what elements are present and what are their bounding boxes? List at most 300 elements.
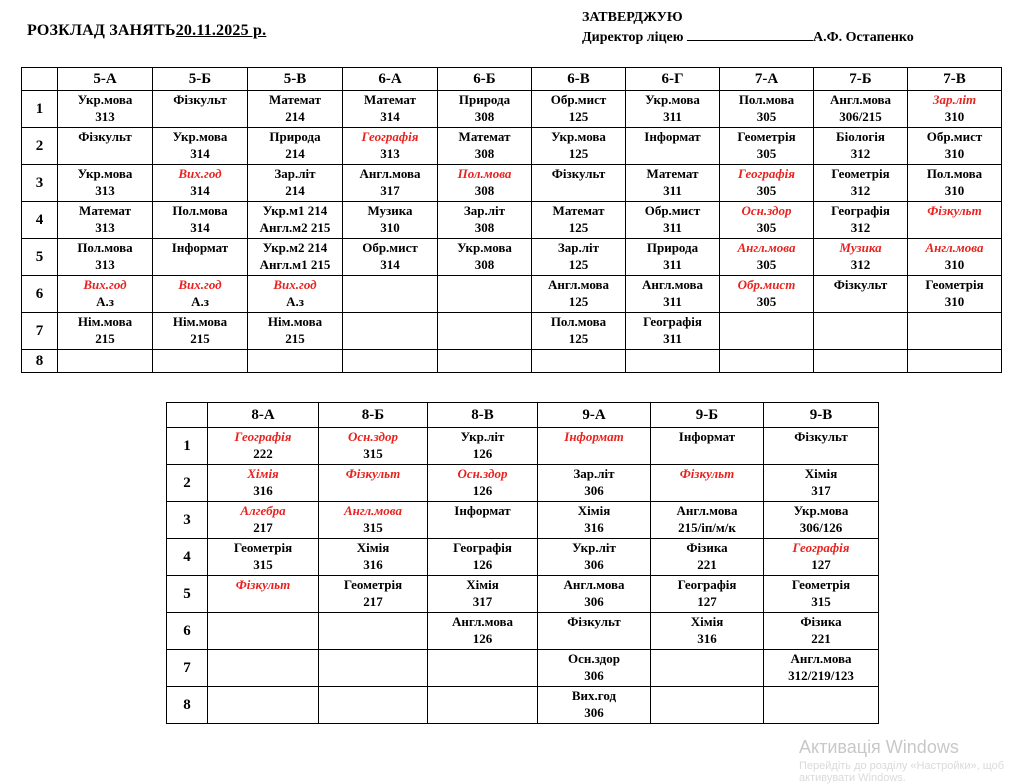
room-number: 305 — [756, 109, 777, 124]
subject-name: Математ — [646, 166, 699, 181]
lesson-cell — [764, 465, 879, 502]
subject-name: Алгебра — [240, 503, 286, 518]
subject-name: Хімія — [804, 466, 838, 481]
lesson-cell — [651, 465, 764, 502]
subject-name: Географія — [738, 166, 795, 181]
lesson-cell — [319, 576, 428, 613]
lesson-cell — [908, 202, 1002, 239]
lesson-cell — [248, 276, 343, 313]
lesson-cell — [208, 465, 319, 502]
subject-name: Осн.здор — [457, 466, 508, 481]
room-number: А.з — [286, 294, 304, 309]
room-number: 314 — [190, 183, 210, 198]
lesson-cell — [814, 239, 908, 276]
corner-cell — [22, 68, 58, 91]
subject-name: Пол.мова — [172, 203, 228, 218]
subject-name: Фізкульт — [833, 277, 888, 292]
room-number: 215/іп/м/к — [678, 520, 736, 535]
subject-name: Математ — [552, 203, 605, 218]
approval-block — [582, 8, 914, 48]
class-header: 6-Г — [626, 68, 720, 91]
approval-signature-line — [582, 28, 914, 48]
room-number: 217 — [363, 594, 383, 609]
room-number: 306 — [584, 594, 604, 609]
lesson-cell — [319, 650, 428, 687]
room-number: 315 — [363, 520, 383, 535]
subject-name: Фізика — [686, 540, 728, 555]
subject-name: Пол.мова — [457, 166, 512, 181]
table-row — [22, 276, 1002, 313]
lesson-cell — [153, 313, 248, 350]
room-number: 317 — [472, 594, 493, 609]
table-row — [167, 687, 879, 724]
schedule-title — [27, 22, 266, 40]
subject-name: Фізкульт — [794, 429, 848, 444]
room-number: 311 — [663, 220, 682, 235]
class-header: 7-В — [908, 68, 1002, 91]
class-header: 9-Б — [651, 403, 764, 428]
subject-name: Укр.мова — [645, 92, 700, 107]
subject-name: Англ.мова — [359, 166, 421, 181]
subject-name: Геометрія — [831, 166, 890, 181]
lesson-cell — [538, 650, 651, 687]
lesson-cell — [58, 239, 153, 276]
room-number: 316 — [584, 520, 604, 535]
lesson-cell — [153, 165, 248, 202]
lesson-cell — [538, 687, 651, 724]
table-row — [167, 613, 879, 650]
table-row — [22, 202, 1002, 239]
lesson-cell — [532, 350, 626, 373]
room-number: 310 — [944, 257, 965, 272]
lesson-cell — [428, 613, 538, 650]
lesson-cell — [908, 239, 1002, 276]
table-row — [22, 350, 1002, 373]
room-number: 308 — [474, 183, 495, 198]
room-number: 126 — [472, 557, 493, 572]
class-header: 9-В — [764, 403, 879, 428]
table-row — [167, 465, 879, 502]
lesson-cell — [764, 502, 879, 539]
room-number: 316 — [363, 557, 383, 572]
room-number: 306/215 — [839, 109, 882, 124]
lesson-cell — [319, 613, 428, 650]
room-number: 215 — [95, 331, 115, 346]
subject-name: Фізкульт — [567, 614, 621, 629]
signature-line — [687, 28, 813, 41]
lesson-cell — [153, 350, 248, 373]
subject-name: Англ.мова — [343, 503, 403, 518]
subject-name: Укр.м1 214 — [262, 203, 328, 218]
room-number: 310 — [944, 146, 965, 161]
class-header: 6-А — [343, 68, 438, 91]
lesson-cell — [651, 650, 764, 687]
lesson-cell — [428, 428, 538, 465]
class-header: 5-Б — [153, 68, 248, 91]
subject-name: Обр.мист — [644, 203, 701, 218]
lesson-cell — [651, 687, 764, 724]
room-number: 316 — [697, 631, 717, 646]
lesson-cell — [908, 313, 1002, 350]
lesson-cell — [208, 502, 319, 539]
subject-name: Вих.год — [83, 277, 127, 292]
lesson-cell — [319, 687, 428, 724]
lesson-cell — [626, 276, 720, 313]
subject-name: Англ.мова — [563, 577, 625, 592]
lesson-cell — [343, 276, 438, 313]
lesson-cell — [626, 350, 720, 373]
lesson-cell — [343, 165, 438, 202]
subject-name: Англ.мова — [790, 651, 852, 666]
lesson-number: 6 — [22, 276, 58, 313]
subject-name: Фізкульт — [173, 92, 227, 107]
subject-name: Нім.мова — [172, 314, 228, 329]
lesson-cell — [438, 350, 532, 373]
lesson-cell — [343, 91, 438, 128]
subject-name: Географія — [234, 429, 292, 444]
lesson-number: 3 — [22, 165, 58, 202]
room-number: 126 — [472, 631, 493, 646]
subject-name: Фізика — [800, 614, 842, 629]
lesson-number: 1 — [22, 91, 58, 128]
subject-name: Геометрія — [791, 577, 851, 592]
subject-name: Природа — [269, 129, 321, 144]
lesson-number: 7 — [167, 650, 208, 687]
lesson-cell — [208, 687, 319, 724]
room-number: 305 — [756, 294, 777, 309]
room-number: 306 — [584, 705, 604, 720]
subject-name: Хімія — [466, 577, 499, 592]
lesson-number: 2 — [22, 128, 58, 165]
lesson-cell — [720, 202, 814, 239]
lesson-cell — [248, 128, 343, 165]
class-header: 8-В — [428, 403, 538, 428]
lesson-cell — [319, 539, 428, 576]
class-header: 9-А — [538, 403, 651, 428]
room-number: 125 — [568, 109, 589, 124]
lesson-cell — [58, 313, 153, 350]
class-header: 5-А — [58, 68, 153, 91]
lesson-cell — [720, 128, 814, 165]
schedule-table-grades-5-7 — [21, 67, 1002, 373]
lesson-number: 8 — [22, 350, 58, 373]
subject-name: Англ.мова — [547, 277, 610, 292]
subject-name: Інформат — [171, 240, 229, 255]
schedule-title-text: РОЗКЛАД ЗАНЯТЬ — [27, 22, 176, 39]
lesson-cell — [538, 502, 651, 539]
subject-name: Обр.мист — [550, 92, 607, 107]
room-number: 314 — [380, 109, 400, 124]
lesson-cell — [153, 91, 248, 128]
subject-name: Пол.мова — [926, 166, 983, 181]
subject-name: Осн.здор — [568, 651, 620, 666]
subject-name: Інформат — [454, 503, 511, 518]
lesson-cell — [720, 313, 814, 350]
subject-name: Хімія — [690, 614, 724, 629]
lesson-number: 8 — [167, 687, 208, 724]
lesson-cell — [532, 128, 626, 165]
subject-name: Осн.здор — [741, 203, 792, 218]
lesson-cell — [814, 350, 908, 373]
lesson-cell — [532, 91, 626, 128]
lesson-cell — [208, 613, 319, 650]
lesson-cell — [248, 313, 343, 350]
room-number: 305 — [756, 183, 777, 198]
subject-name: Математ — [364, 92, 416, 107]
room-number: 313 — [95, 183, 115, 198]
subject-name: Пол.мова — [738, 92, 795, 107]
lesson-cell — [343, 239, 438, 276]
room-number: 313 — [95, 220, 115, 235]
lesson-cell — [319, 465, 428, 502]
subject-name: Фізкульт — [551, 166, 606, 181]
table-row — [167, 428, 879, 465]
table-row — [22, 128, 1002, 165]
room-number: 308 — [474, 257, 495, 272]
subject-name: Пол.мова — [550, 314, 607, 329]
table-header-row — [22, 68, 1002, 91]
room-number: 311 — [663, 257, 682, 272]
lesson-number: 4 — [22, 202, 58, 239]
subject-name: Фізкульт — [927, 203, 982, 218]
table-row — [22, 313, 1002, 350]
subject-name: Вих.год — [273, 277, 317, 292]
room-number: 313 — [380, 146, 400, 161]
room-number: 127 — [811, 557, 831, 572]
subject-name: Фізкульт — [78, 129, 132, 144]
room-number: 316 — [253, 483, 273, 498]
lesson-cell — [764, 613, 879, 650]
lesson-cell — [651, 502, 764, 539]
lesson-cell — [626, 313, 720, 350]
lesson-cell — [532, 165, 626, 202]
room-number: 311 — [663, 331, 682, 346]
table-row — [167, 650, 879, 687]
subject-name: Англ.мова — [451, 614, 514, 629]
room-number: 314 — [190, 220, 210, 235]
room-number: 125 — [568, 294, 589, 309]
approval-role: Директор ліцею — [582, 30, 684, 45]
subject-name: Укр.мова — [457, 240, 512, 255]
lesson-cell — [428, 502, 538, 539]
subject-name: Інформат — [678, 429, 736, 444]
lesson-number: 1 — [167, 428, 208, 465]
lesson-cell — [814, 91, 908, 128]
room-number: 315 — [811, 594, 831, 609]
lesson-cell — [532, 202, 626, 239]
lesson-cell — [428, 576, 538, 613]
room-number: 310 — [944, 109, 965, 124]
lesson-cell — [319, 428, 428, 465]
lesson-cell — [651, 539, 764, 576]
class-header: 5-В — [248, 68, 343, 91]
corner-cell — [167, 403, 208, 428]
subject-name: Зар.літ — [463, 203, 506, 218]
subject-name: Пол.мова — [77, 240, 133, 255]
room-number: 315 — [363, 446, 383, 461]
lesson-cell — [908, 128, 1002, 165]
subject-name: Англ.мова — [676, 503, 738, 518]
subject-name: Хімія — [247, 466, 279, 481]
lesson-number: 2 — [167, 465, 208, 502]
lesson-cell — [908, 165, 1002, 202]
lesson-cell — [153, 276, 248, 313]
lesson-cell — [651, 576, 764, 613]
subject-name: Зар.літ — [573, 466, 615, 481]
room-number: 126 — [472, 446, 493, 461]
lesson-cell — [764, 687, 879, 724]
room-number: 310 — [944, 294, 965, 309]
room-number: А.з — [191, 294, 209, 309]
subject-name: Укр.мова — [77, 166, 133, 181]
approval-name: А.Ф. Остапенко — [812, 30, 914, 45]
room-number: 305 — [756, 146, 777, 161]
lesson-cell — [626, 91, 720, 128]
lesson-cell — [908, 276, 1002, 313]
room-number: 312 — [850, 183, 871, 198]
lesson-cell — [248, 165, 343, 202]
lesson-cell — [438, 91, 532, 128]
subject-name: Вих.год — [571, 688, 617, 703]
lesson-cell — [651, 613, 764, 650]
subject-name: Обр.мист — [926, 129, 983, 144]
lesson-cell — [428, 465, 538, 502]
lesson-cell — [343, 202, 438, 239]
lesson-cell — [58, 202, 153, 239]
lesson-cell — [208, 539, 319, 576]
room-number: 214 — [285, 109, 305, 124]
lesson-cell — [720, 91, 814, 128]
room-number: 215 — [190, 331, 210, 346]
lesson-number: 5 — [22, 239, 58, 276]
subject-name: Природа — [458, 92, 511, 107]
lesson-cell — [626, 202, 720, 239]
lesson-cell — [720, 350, 814, 373]
subject-name: Укр.м2 214 — [262, 240, 328, 255]
room-number: 308 — [474, 146, 495, 161]
lesson-cell — [58, 128, 153, 165]
room-number: А.з — [96, 294, 114, 309]
subject-name: Хімія — [356, 540, 390, 555]
room-number: 221 — [697, 557, 717, 572]
room-number: 308 — [474, 220, 495, 235]
class-header: 7-А — [720, 68, 814, 91]
subject-name: Географія — [677, 577, 737, 592]
lesson-cell — [764, 428, 879, 465]
room-number: 305 — [756, 257, 777, 272]
subject-name: Укр.мова — [77, 92, 133, 107]
room-number: 313 — [95, 257, 115, 272]
room-number: 310 — [944, 183, 965, 198]
lesson-cell — [438, 313, 532, 350]
class-header: 6-В — [532, 68, 626, 91]
lesson-cell — [438, 276, 532, 313]
table-header-row — [167, 403, 879, 428]
subject-name: Геометрія — [925, 277, 984, 292]
subject-name: Географія — [831, 203, 890, 218]
lesson-cell — [58, 350, 153, 373]
room-number: 305 — [756, 220, 777, 235]
lesson-cell — [532, 276, 626, 313]
lesson-cell — [538, 613, 651, 650]
lesson-number: 5 — [167, 576, 208, 613]
subject-name: Укр.мова — [551, 129, 606, 144]
subject-name: Осн.здор — [348, 429, 398, 444]
subject-name: Математ — [79, 203, 131, 218]
room-number: 312 — [850, 220, 871, 235]
lesson-cell — [58, 276, 153, 313]
lesson-cell — [58, 91, 153, 128]
lesson-cell — [208, 650, 319, 687]
room-number: 306 — [584, 668, 604, 683]
subject-name: Біологія — [836, 129, 885, 144]
lesson-cell — [428, 687, 538, 724]
subject-name: Укр.літ — [572, 540, 616, 555]
lesson-cell — [764, 650, 879, 687]
lesson-cell — [626, 165, 720, 202]
subject-name: Фізкульт — [345, 466, 401, 481]
lesson-cell — [438, 239, 532, 276]
lesson-cell — [626, 128, 720, 165]
subject-name: Нім.мова — [77, 314, 133, 329]
subject-name: Англ.мова — [925, 240, 984, 255]
lesson-cell — [720, 239, 814, 276]
room-number: 317 — [811, 483, 831, 498]
schedule-date: 20.11.2025 р. — [175, 22, 267, 39]
lesson-cell — [626, 239, 720, 276]
subject-name: Інформат — [564, 429, 624, 444]
lesson-cell — [428, 650, 538, 687]
room-number: 126 — [472, 483, 493, 498]
room-number: 127 — [697, 594, 717, 609]
lesson-cell — [814, 128, 908, 165]
lesson-cell — [532, 313, 626, 350]
room-number: 317 — [380, 183, 400, 198]
lesson-cell — [153, 128, 248, 165]
lesson-cell — [248, 350, 343, 373]
room-number: 221 — [811, 631, 831, 646]
room-number: 310 — [380, 220, 400, 235]
subject-name: Природа — [646, 240, 699, 255]
lesson-cell — [248, 202, 343, 239]
windows-activation-watermark: Активація Windows — [799, 737, 959, 757]
table-row — [22, 165, 1002, 202]
room-number: 306 — [584, 557, 604, 572]
lesson-cell — [248, 239, 343, 276]
class-header: 7-Б — [814, 68, 908, 91]
room-number: 312/219/123 — [788, 668, 854, 683]
lesson-number: 6 — [167, 613, 208, 650]
lesson-number: 3 — [167, 502, 208, 539]
subject-name: Укр.літ — [460, 429, 505, 444]
table-row — [22, 91, 1002, 128]
lesson-cell — [764, 539, 879, 576]
room-number: 125 — [568, 257, 589, 272]
lesson-cell — [58, 165, 153, 202]
room-number: 313 — [95, 109, 115, 124]
room-number: Англ.м1 215 — [259, 257, 331, 272]
schedule-table-grades-8-9 — [166, 402, 879, 724]
subject-name: Обр.мист — [362, 240, 418, 255]
table-row — [167, 502, 879, 539]
lesson-cell — [538, 465, 651, 502]
room-number: 125 — [568, 331, 589, 346]
room-number: 217 — [253, 520, 273, 535]
subject-name: Інформат — [644, 129, 701, 144]
room-number: 312 — [850, 257, 871, 272]
table-row — [167, 539, 879, 576]
class-header: 8-Б — [319, 403, 428, 428]
